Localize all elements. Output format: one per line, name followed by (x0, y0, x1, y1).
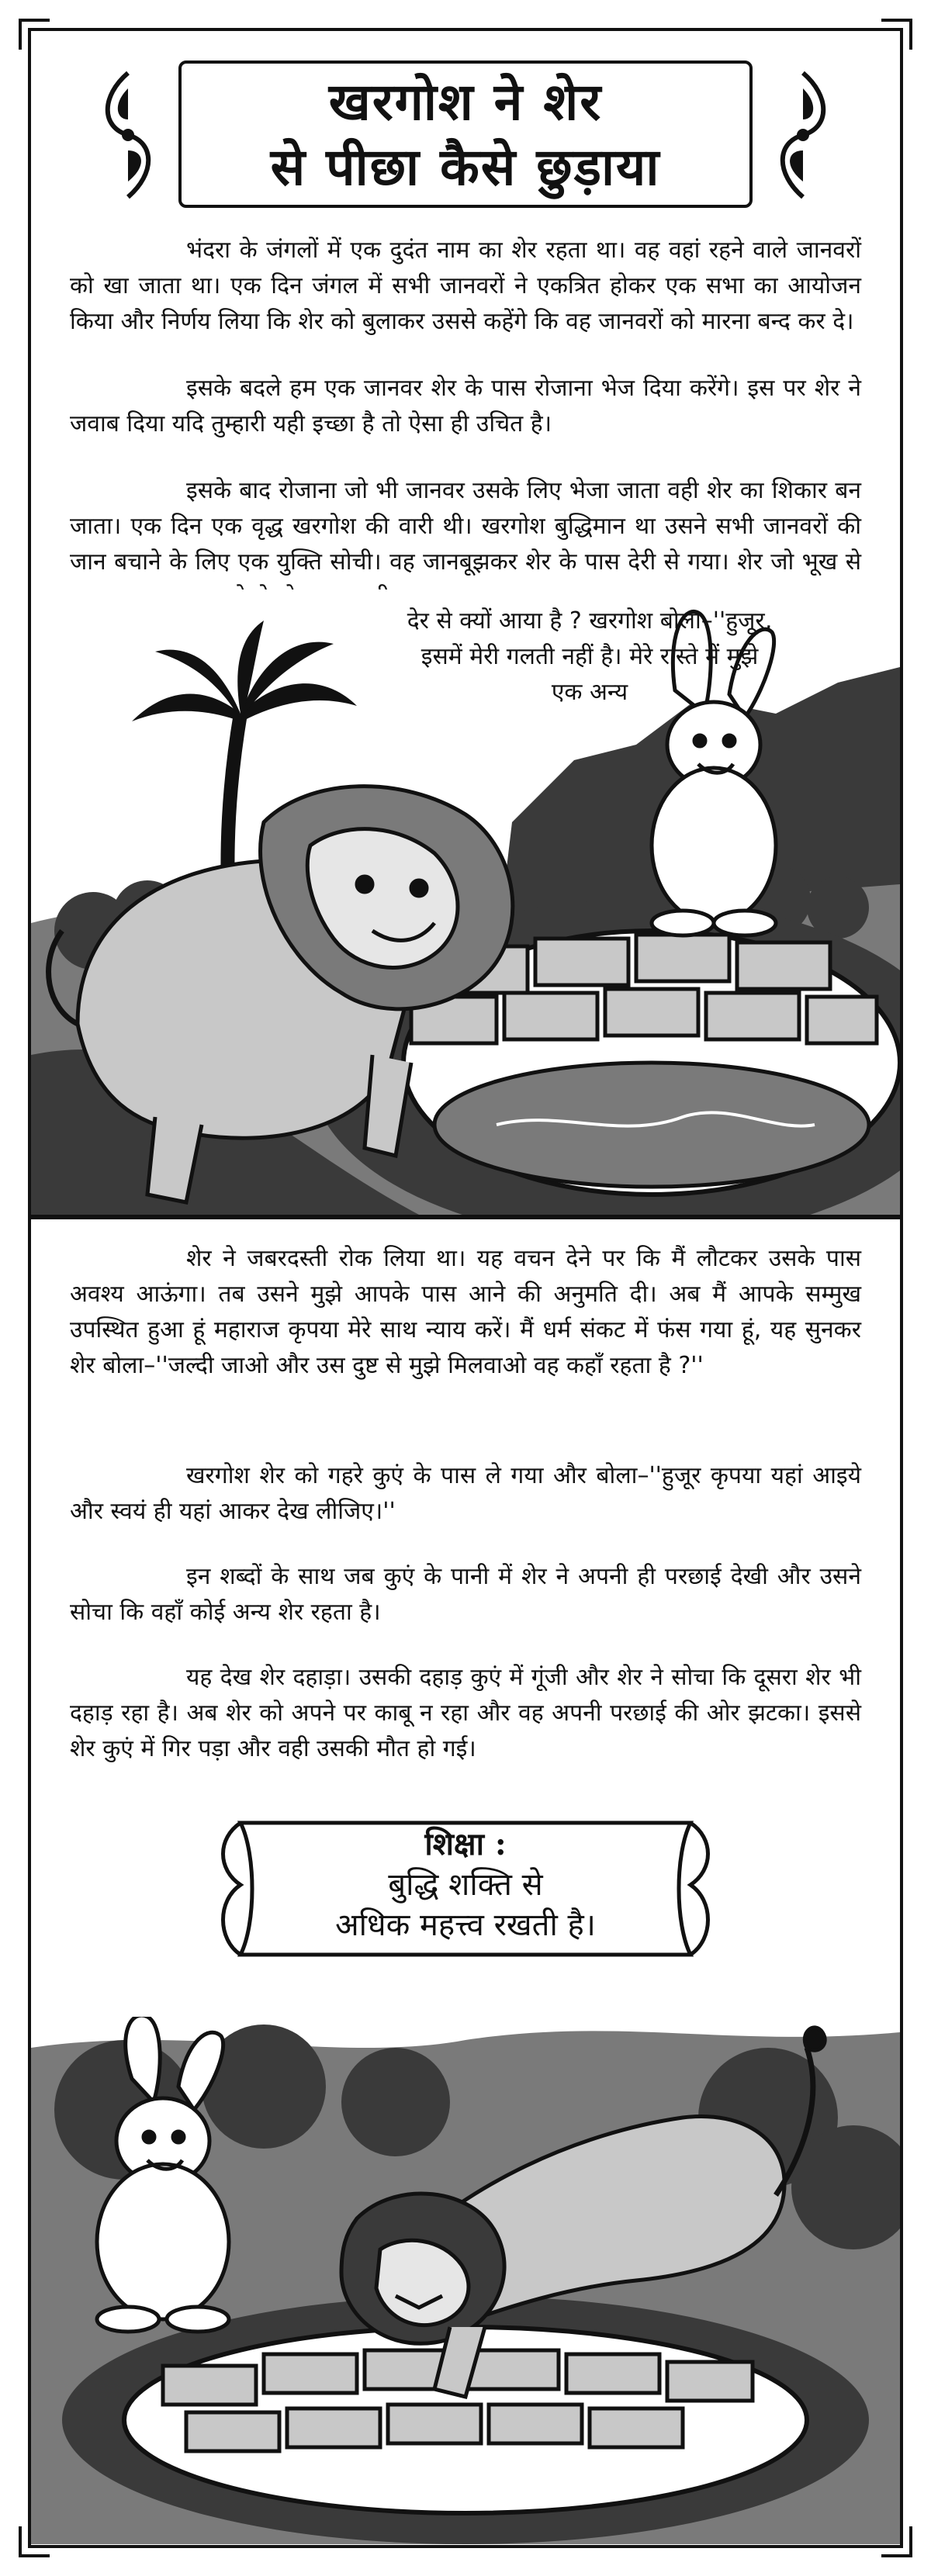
story-paragraph-1: भंदरा के जंगलों में एक दुदंत नाम का शेर रहता था। वह वहां रहने वाले जानवरों को खा जाता था। एक दिन जंगल में सभी जानवरों ने एकत्रित होकर एक सभा का आयोजन किया और निर्णय लिया कि शेर को बुलाकर उससे कहेंगे कि वह जानवरों को मारना बन्द कर दे। (70, 237, 861, 335)
moral-banner (209, 1807, 722, 1970)
moral-text (209, 1824, 722, 1945)
title-line-1: खरगोश ने शेर (328, 71, 603, 132)
story-paragraph-7: इन शब्दों के साथ जब कुएं के पानी में शेर ने अपनी ही परछाई देखी और उसने सोचा कि वहाँ कोई अन्य शेर रहता है। (70, 1563, 861, 1626)
illustration-lion-falling (31, 2017, 900, 2544)
ornament-right-icon (768, 65, 838, 205)
story-paragraph-8: यह देख शेर दहाड़ा। उसकी दहाड़ कुएं में गूंजी और शेर ने सोचा कि दूसरा शेर भी दहाड़ रहा है। अब शेर को अपने पर काबू न रहा और वह अपनी परछाई की ओर झटका। इससे शेर कुएं में गिर पड़ा और वही उसकी मौत हो गई। (70, 1664, 861, 1762)
moral-line-1: बुद्धि शक्ति से (388, 1867, 543, 1903)
story-paragraph-3: इसके बाद रोजाना जो भी जानवर उसके लिए भेजा जाता वही शेर का शिकार बन जाता। एक दिन एक वृद्ध खरगोश की वारी थी। खरगोश बुद्धिमान था उसने सभी जानवरों की जान बचाने के लिए एक युक्ति सोची। वह जानबूझकर शेर के पास देरी से गया। शेर जो भूख से (70, 477, 861, 576)
section-divider (28, 1215, 903, 1219)
moral-heading: शिक्षा : (424, 1826, 507, 1862)
story-paragraph-6: खरगोश शेर को गहरे कुएं के पास ले गया और बोला–''हुजूर कृपया यहां आइये और स्वयं ही यहां आकर देख लीजिए।'' (70, 1462, 861, 1525)
title-line-2: से पीछा कैसे छुड़ाया (270, 137, 661, 197)
frame-corner (19, 19, 50, 50)
moral-line-2: अधिक महत्त्व रखती है। (335, 1907, 596, 1943)
frame-corner (881, 19, 912, 50)
story-paragraph-4: देर से क्यों आया है ? खरगोश बोला–''हुजूर, इसमें मेरी गलती नहीं है। मेरे रास्ते में मुझे एक अन्य (407, 607, 773, 706)
story-paragraph-2: इसके बदले हम एक जानवर शेर के पास रोजाना भेज दिया करेंगे। इस पर शेर ने जवाब दिया यदि तुम्हारी यही इच्छा है तो ऐसा ही उचित है। (70, 375, 861, 437)
ornament-left-icon (93, 65, 163, 205)
story-paragraph-5: शेर ने जबरदस्ती रोक लिया था। यह वचन देने पर कि मैं लौटकर उसके पास अवश्य आऊंगा। तब उसने मुझे आपके पास आने की अनुमति दी। अब मैं आपके सम्मुख उपस्थित हुआ हूं महाराज कृपया मेरे साथ न्याय करें। मैं धर्म संकट में फंस गया हूं, यह सुनकर शेर बोला–''जल्दी जाओ और उस दुष्ट से मुझे मिलवाओ वह कहाँ रहता है ?'' (70, 1245, 861, 1379)
title-box (178, 61, 753, 208)
